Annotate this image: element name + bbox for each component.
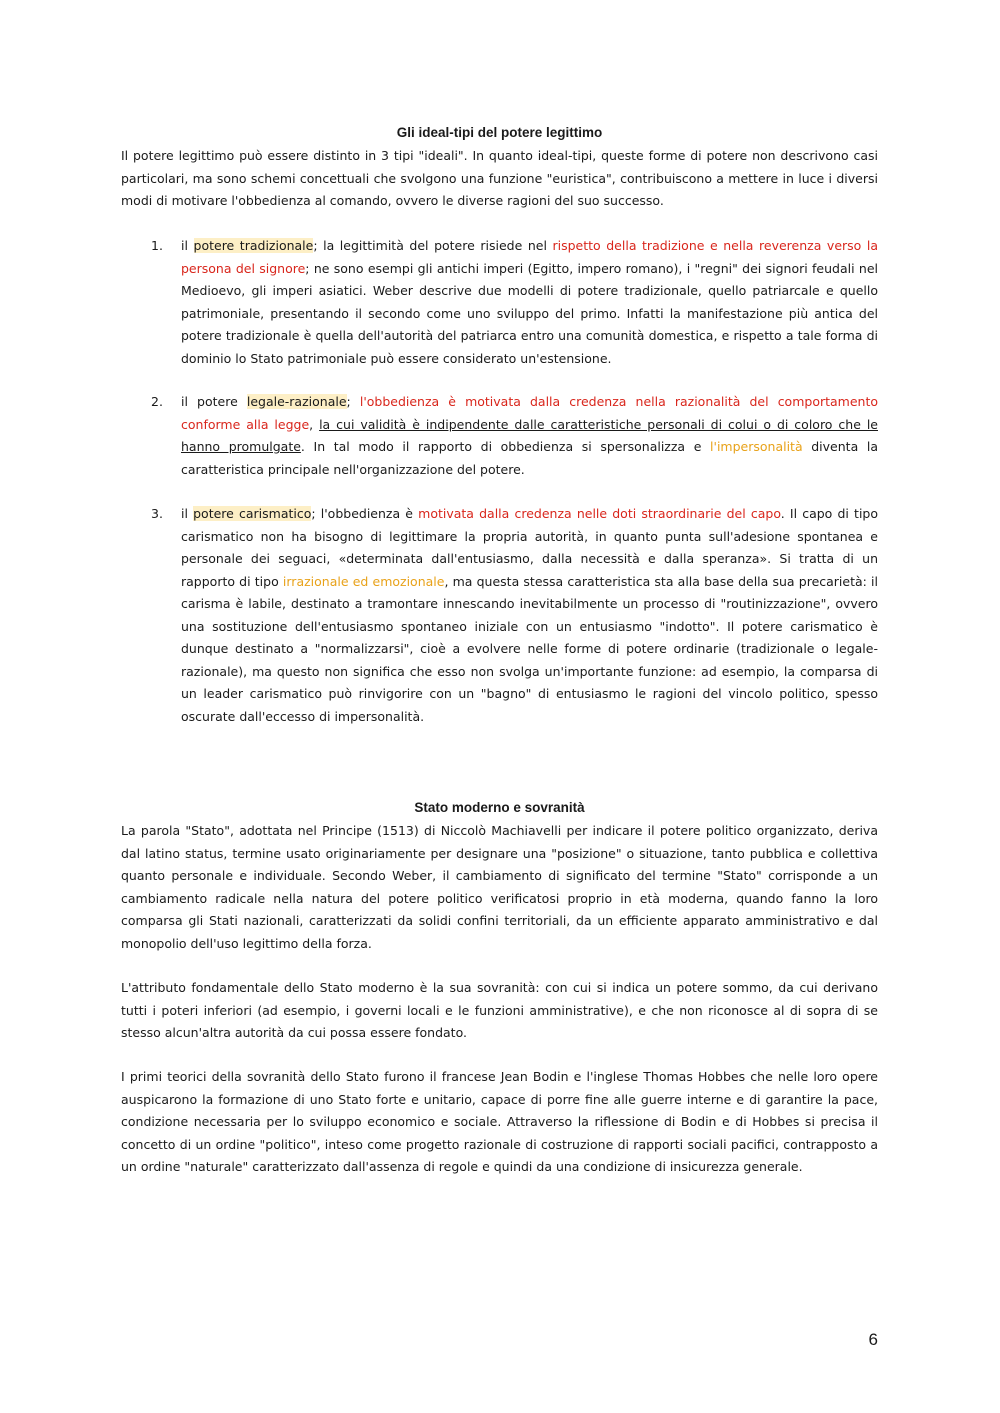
red-emphasis: motivata dalla credenza nelle doti straordinarie del capo — [418, 506, 781, 521]
page-number: 6 — [868, 1330, 878, 1349]
text-run: diventa la caratteristica principale nell'organizzazione del potere. — [181, 439, 878, 477]
text-run: ; — [346, 394, 360, 409]
list-item-1 — [121, 235, 878, 370]
text-run: ; la legittimità del potere risiede nel — [313, 238, 553, 253]
text-run: , — [309, 416, 320, 432]
section-title-ideal-tipi: Gli ideal-tipi del potere legittimo — [396, 125, 603, 140]
highlighted-term: legale-razionale — [246, 394, 347, 409]
text-run: il potere — [181, 394, 247, 409]
orange-emphasis: l'impersonalità — [710, 439, 803, 454]
paragraph-sovranita: L'attributo fondamentale dello Stato moderno è la sua sovranità: con cui si indica un potere sommo, da cui derivano tutti i poteri inferiori (ad esempio, i governi locali e le funzioni amministrative), e che non riconosce al di sopra di se stesso alcun'altra autorità da cui possa essere fondato. — [121, 980, 878, 1040]
text-run: ; ne sono esempi gli antichi imperi (Egitto, impero romano), i "regni" dei signori feudali nel Medioevo, gli imperi asiatici. Weber descrive due modelli di potere tradizionale, quello patriarcale e quello patrimoniale, presentando il secondo come uno sviluppo del primo. Infatti la manifestazione più antica del potere tradizionale è quella dell'autorità del patriarca entro una comunità domestica, e rispetto a tale forma di dominio lo Stato patrimoniale può essere considerato un'estensione. — [181, 260, 878, 366]
list-number: 3. — [151, 506, 163, 521]
highlighted-term: potere carismatico — [193, 506, 312, 521]
text-run: . Il capo di tipo carismatico non ha bisogno di legittimare la propria autorità, in quanto punta sull'adesione spontanea e personale dei seguaci, «determinata dall'entusiasmo, dalla necessità e dalla speranza». Si tratta di un rapporto di tipo — [181, 506, 879, 589]
list-item-3 — [121, 503, 878, 728]
red-emphasis: rispetto della tradizione e nella reverenza verso la persona del signore — [181, 238, 878, 276]
paragraph-stato: La parola "Stato", adottata nel Principe (1513) di Niccolò Machiavelli per indicare il potere politico organizzato, deriva dal latino status, termine usato originariamente per designare una "posizione" o situazione, tanto pubblica e collettiva quanto personale e individuale. Secondo Weber, il cambiamento di significato del termine "Stato" corrisponde a un cambiamento radicale nella natura del potere politico verificatosi proprio in età moderna, quando fanno la loro comparsa gli Stati nazionali, caratterizzati da solidi confini territoriali, da un efficiente apparato amministrativo e dal monopolio dell'uso legittimo della forza. — [121, 823, 878, 951]
list-item-body — [181, 391, 878, 481]
orange-emphasis: irrazionale ed emozionale — [282, 573, 445, 589]
list-number: 2. — [151, 394, 163, 409]
text-run: il — [181, 238, 194, 253]
text-run: ; l'obbedienza è — [311, 506, 419, 521]
underlined-text: la cui validità è indipendente dalle caratteristiche personali di colui o di coloro che le hanno promulgate — [181, 416, 878, 454]
list-item-body — [181, 503, 878, 728]
text-run: , ma questa stessa caratteristica sta alla base della sua precarietà: il carisma è labile, destinato a tramontare innescando inevitabilmente un processo di "routinizzazione", ovvero una sostituzione dell'entusiasmo spontaneo iniziale con un entusiasmo "indotto". Il potere carismatico è dunque destinato a "normalizzarsi", cioè a evolvere nelle forme di potere ordinarie (tradizionale o legale-razionale), ma questo non significa che esso non svolga un'importante funzione: ad esempio, la comparsa di un leader carismatico può rinvigorire con un "bagno" di entusiasmo le ragioni del vincolo politico, spesso oscurate dall'eccesso di impersonalità. — [181, 573, 878, 724]
text-run: il — [181, 506, 194, 521]
red-emphasis: l'obbedienza è motivata dalla credenza nella razionalità del comportamento conforme alla legge — [181, 394, 879, 432]
list-number: 1. — [151, 238, 163, 253]
paragraph-teorici: I primi teorici della sovranità dello Stato furono il francese Jean Bodin e l'inglese Thomas Hobbes che nelle loro opere auspicarono la formazione di uno Stato forte e unitario, capace di porre fine alle guerre interne e di garantire la pace, condizione necessaria per lo sviluppo economico e sociale. Attraverso la riflessione di Bodin e di Hobbes si precisa il concetto di un ordine "politico", inteso come progetto razionale di costruzione di rapporti sociali pacifici, contrapposto a un ordine "naturale" caratterizzato dall'assenza di regole e quindi da una condizione di insicurezza generale. — [121, 1069, 878, 1174]
list-item-body — [181, 235, 878, 370]
highlighted-term: potere tradizionale — [193, 238, 314, 253]
list-item-2 — [121, 391, 878, 481]
section-title-stato-moderno: Stato moderno e sovranità — [414, 800, 585, 815]
text-run: . In tal modo il rapporto di obbedienza si spersonalizza e — [300, 439, 711, 454]
intro-paragraph: Il potere legittimo può essere distinto in 3 tipi "ideali". In quanto ideal-tipi, queste forme di potere non descrivono casi particolari, ma sono schemi concettuali che svolgono una funzione "euristica", contribuiscono a mettere in luce i diversi modi di motivare l'obbedienza al comando, ovvero le diverse ragioni del suo successo. — [121, 148, 878, 208]
